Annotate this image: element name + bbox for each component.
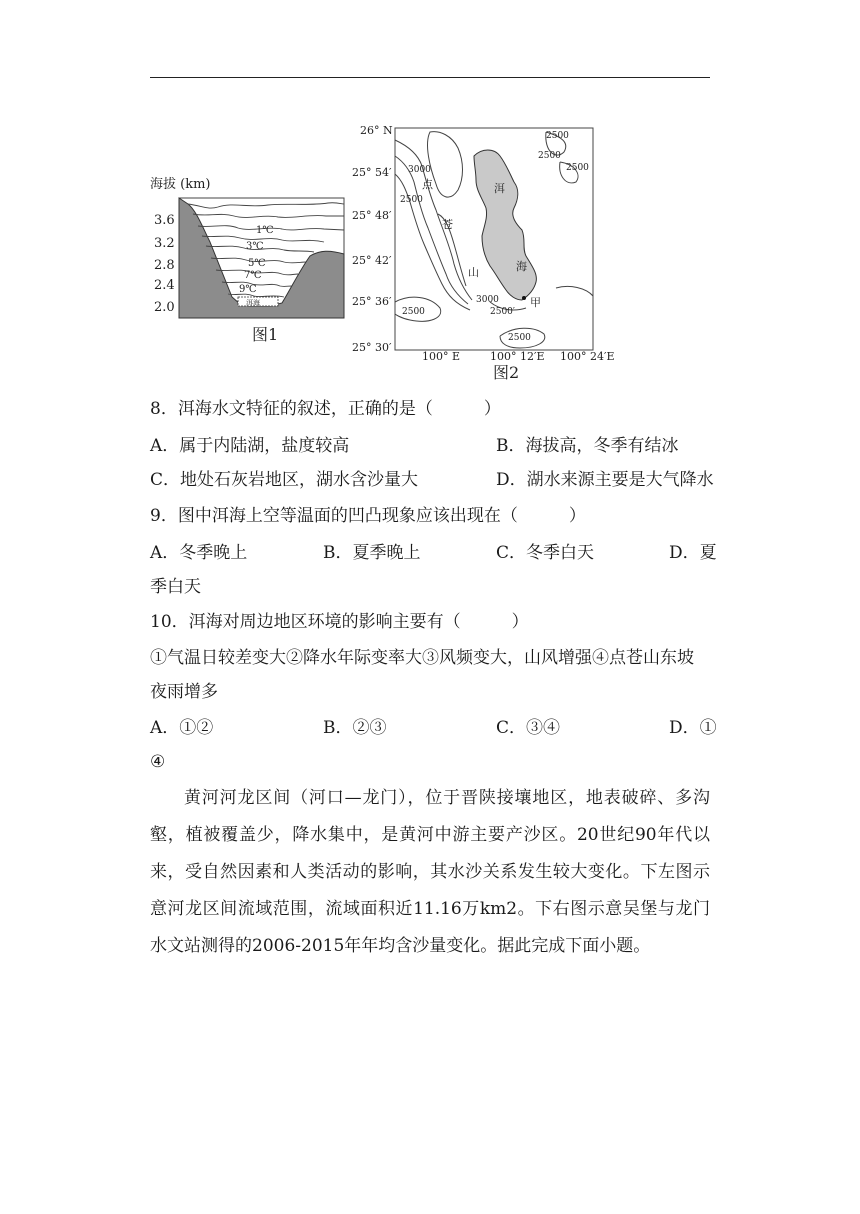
figure2-contour-map (350, 118, 620, 383)
fig2-lon-tick: 100° E (422, 350, 461, 363)
fig2-place-label: 苍 (442, 218, 453, 231)
fig2-contour-label: 2500 (402, 307, 425, 317)
fig2-place-label: 海 (516, 260, 527, 273)
fig2-lat-tick: 25° 48′ (352, 209, 392, 222)
fig1-ytick: 3.6 (154, 213, 175, 228)
q9-option-a: A．冬季晚上 (150, 543, 248, 563)
fig2-contour-label: 2500 (508, 333, 531, 343)
passage-text: 黄河河龙区间（河口—龙门），位于晋陕接壤地区，地表破碎、多沟壑，植被覆盖少，降水集中，是黄河中游主要产沙区。20世纪90年代以来，受自然因素和人类活动的影响，其水沙关系发生较大变化。下左图示意河龙区间流域范围，流域面积近11.16万km2。下右图示意吴堡与龙门水文站测得的2006-2015年年均含沙量变化。据此完成下面小题。 (150, 788, 710, 956)
fig2-place-label: 甲 (530, 296, 541, 309)
fig1-ytick: 2.4 (154, 278, 175, 293)
q10-option-d: D．① (669, 718, 717, 738)
fig1-isotherm-label: 1℃ (256, 225, 274, 236)
fig2-point-jia (522, 296, 526, 300)
q10-option-d-continued: ④ (150, 752, 166, 772)
q8-option-b: B．海拔高，冬季有结冰 (496, 436, 679, 456)
fig2-contour-label: 2500′ (490, 307, 515, 317)
q10-option-a: A．①② (150, 718, 214, 738)
fig2-place-label: 山 (468, 266, 479, 279)
fig1-ytick: 3.2 (154, 236, 175, 251)
fig2-place-label: 点 (422, 178, 433, 191)
q8-option-a: A．属于内陆湖，盐度较高 (150, 436, 350, 456)
q9-stem: 9．图中洱海上空等温面的凹凸现象应该出现在（ ） (150, 506, 586, 526)
fig2-contour-label: 2500 (400, 195, 423, 205)
q10-option-b: B．②③ (323, 718, 387, 738)
fig2-lat-tick: 25° 54′ (352, 166, 392, 179)
q8-option-c: C．地处石灰岩地区，湖水含沙量大 (150, 470, 419, 490)
fig2-contour-label: 2500 (538, 151, 561, 161)
q10-stem: 10．洱海对周边地区环境的影响主要有（ ） (150, 612, 529, 632)
fig1-caption: 图1 (252, 325, 279, 344)
fig1-ytick: 2.0 (154, 300, 175, 315)
q9-option-c: C．冬季白天 (496, 543, 595, 563)
q9-option-b: B．夏季晚上 (323, 543, 421, 563)
q10-statements: ①气温日较差变大②降水年际变率大③风频变大，山风增强④点苍山东坡 (150, 648, 694, 668)
fig1-ytick: 2.8 (154, 258, 175, 273)
q9-option-d-continued: 季白天 (150, 577, 201, 597)
fig2-place-label: 洱 (494, 182, 505, 195)
q10-statements-continued: 夜雨增多 (150, 682, 218, 702)
fig2-contour-label: 2500 (566, 163, 589, 173)
q8-stem: 8．洱海水文特征的叙述，正确的是（ ） (150, 399, 501, 419)
fig1-isotherm-label: 7℃ (244, 270, 262, 281)
fig2-lat-tick: 25° 42′ (352, 254, 392, 267)
fig2-lon-tick: 100° 12′E (490, 350, 545, 363)
q8-option-d: D．湖水来源主要是大气降水 (496, 470, 714, 490)
fig1-ylabel: 海拔 (km) (150, 177, 211, 192)
fig1-isotherm-label: 5℃ (248, 258, 266, 269)
fig2-contour-label: 3000 (476, 295, 499, 305)
fig2-lon-tick: 100° 24′E (560, 350, 615, 363)
fig2-lat-tick: 26° N (360, 124, 393, 137)
q10-option-c: C．③④ (496, 718, 561, 738)
figure1-isotherm-profile (148, 170, 348, 345)
fig1-isotherm-label: 3℃ (246, 241, 264, 252)
header-rule (150, 77, 710, 78)
fig2-lat-tick: 25° 36′ (352, 295, 392, 308)
fig1-isotherm-label: 9℃ (239, 284, 257, 295)
passage (150, 780, 710, 965)
fig2-contour-label: 3000 (408, 165, 431, 175)
fig2-contour-label: 2500 (546, 131, 569, 141)
q9-option-d: D．夏 (669, 543, 717, 563)
fig2-lat-tick: 25° 30′ (352, 341, 392, 354)
fig2-caption: 图2 (493, 363, 520, 382)
fig1-lake-label: 洱海 (246, 299, 260, 307)
